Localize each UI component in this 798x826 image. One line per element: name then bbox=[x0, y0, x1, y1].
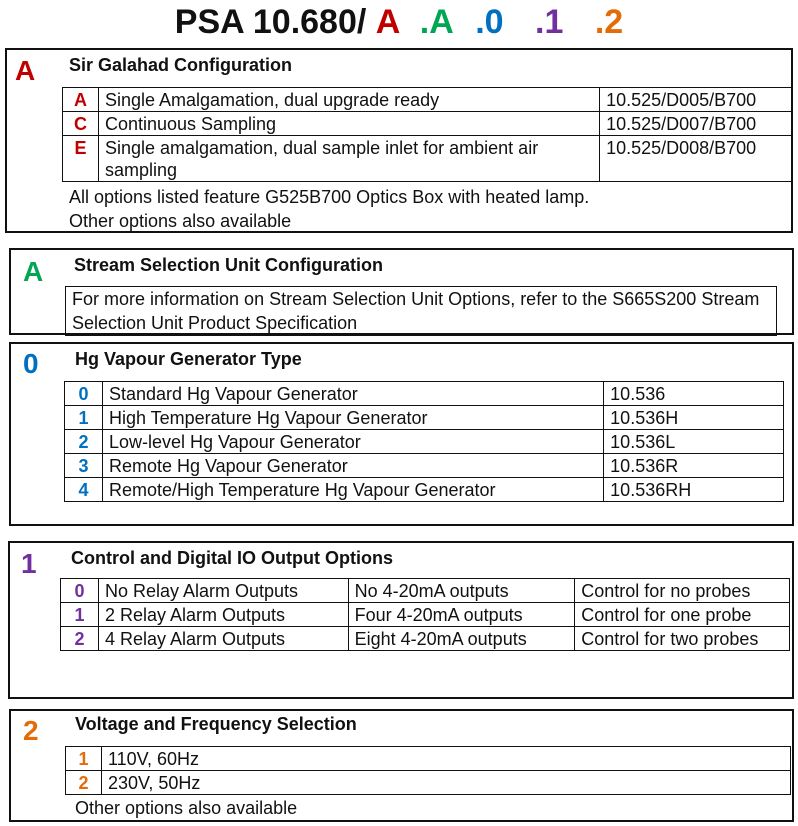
galahad-options-table bbox=[62, 87, 792, 182]
option-code: 2 bbox=[61, 627, 99, 651]
table-row bbox=[61, 603, 790, 627]
page-title bbox=[0, 0, 798, 44]
section-note: Other options also available bbox=[69, 211, 292, 231]
table-row bbox=[63, 112, 792, 136]
section-heading: Hg Vapour Generator Type bbox=[75, 349, 302, 369]
section-galahad bbox=[5, 48, 793, 233]
section-heading: Control and Digital IO Output Options bbox=[71, 548, 393, 568]
option-description: Standard Hg Vapour Generator bbox=[102, 382, 603, 406]
option-code: E bbox=[63, 136, 99, 182]
table-row bbox=[65, 406, 784, 430]
option-code: 1 bbox=[65, 406, 103, 430]
probe-control: Control for one probe bbox=[575, 603, 790, 627]
title-code-voltage: .2 bbox=[585, 3, 624, 41]
relay-outputs: 4 Relay Alarm Outputs bbox=[98, 627, 348, 651]
option-part-number: 10.536RH bbox=[604, 478, 784, 502]
relay-outputs: 2 Relay Alarm Outputs bbox=[98, 603, 348, 627]
title-code-control: .1 bbox=[525, 3, 564, 41]
stream-info-box: For more information on Stream Selection Unit Options, refer to the S665S200 Stream Selection Unit Product Specification bbox=[65, 286, 777, 336]
option-description: 110V, 60Hz bbox=[101, 747, 790, 771]
relay-outputs: No Relay Alarm Outputs bbox=[98, 579, 348, 603]
table-row bbox=[65, 454, 784, 478]
control-options-table bbox=[60, 578, 790, 651]
option-description: Remote Hg Vapour Generator bbox=[102, 454, 603, 478]
section-heading: Sir Galahad Configuration bbox=[69, 55, 293, 75]
section-heading: Voltage and Frequency Selection bbox=[75, 714, 357, 734]
option-code: 2 bbox=[66, 771, 102, 795]
option-code: C bbox=[63, 112, 99, 136]
table-row bbox=[65, 382, 784, 406]
option-code: 1 bbox=[66, 747, 102, 771]
title-code-vapour: .0 bbox=[465, 3, 504, 41]
option-description: Low-level Hg Vapour Generator bbox=[102, 430, 603, 454]
probe-control: Control for two probes bbox=[575, 627, 790, 651]
option-description: Continuous Sampling bbox=[98, 112, 599, 136]
section-letter: A bbox=[15, 55, 36, 86]
option-code: 4 bbox=[65, 478, 103, 502]
title-code-galahad: A bbox=[375, 3, 401, 41]
probe-control: Control for no probes bbox=[575, 579, 790, 603]
section-heading: Stream Selection Unit Configuration bbox=[74, 255, 384, 275]
section-letter: 0 bbox=[23, 348, 39, 379]
table-row bbox=[65, 430, 784, 454]
analog-outputs: Eight 4-20mA outputs bbox=[348, 627, 575, 651]
option-code: 3 bbox=[65, 454, 103, 478]
option-description: Single Amalgamation, dual upgrade ready bbox=[98, 88, 599, 112]
table-row bbox=[66, 771, 791, 795]
title-prefix: PSA 10.680/ bbox=[174, 3, 376, 41]
option-description: Single amalgamation, dual sample inlet for ambient air sampling bbox=[98, 136, 599, 182]
option-description: Remote/High Temperature Hg Vapour Generator bbox=[102, 478, 603, 502]
section-control bbox=[8, 541, 794, 699]
option-code: 0 bbox=[65, 382, 103, 406]
option-part-number: 10.525/D005/B700 bbox=[600, 88, 792, 112]
option-part-number: 10.536R bbox=[604, 454, 784, 478]
option-code: 2 bbox=[65, 430, 103, 454]
option-part-number: 10.525/D007/B700 bbox=[600, 112, 792, 136]
option-code: 0 bbox=[61, 579, 99, 603]
section-letter: 2 bbox=[23, 715, 39, 746]
table-row bbox=[61, 627, 790, 651]
table-row bbox=[66, 747, 791, 771]
section-stream bbox=[9, 248, 794, 335]
option-part-number: 10.536L bbox=[604, 430, 784, 454]
section-note: All options listed feature G525B700 Optics Box with heated lamp. bbox=[69, 187, 590, 207]
option-code: A bbox=[63, 88, 99, 112]
section-voltage bbox=[9, 709, 794, 822]
option-part-number: 10.536H bbox=[604, 406, 784, 430]
section-letter: 1 bbox=[21, 548, 37, 579]
table-row bbox=[61, 579, 790, 603]
option-code: 1 bbox=[61, 603, 99, 627]
option-part-number: 10.525/D008/B700 bbox=[600, 136, 792, 182]
title-code-stream: .A bbox=[410, 3, 454, 41]
option-description: 230V, 50Hz bbox=[101, 771, 790, 795]
section-vapour bbox=[9, 342, 794, 526]
table-row bbox=[63, 88, 792, 112]
vapour-options-table bbox=[64, 381, 784, 502]
analog-outputs: Four 4-20mA outputs bbox=[348, 603, 575, 627]
table-row bbox=[63, 136, 792, 182]
voltage-options-table bbox=[65, 746, 791, 795]
section-note: Other options also available bbox=[75, 798, 298, 818]
option-part-number: 10.536 bbox=[604, 382, 784, 406]
analog-outputs: No 4-20mA outputs bbox=[348, 579, 575, 603]
option-description: High Temperature Hg Vapour Generator bbox=[102, 406, 603, 430]
section-letter: A bbox=[23, 256, 44, 287]
table-row bbox=[65, 478, 784, 502]
